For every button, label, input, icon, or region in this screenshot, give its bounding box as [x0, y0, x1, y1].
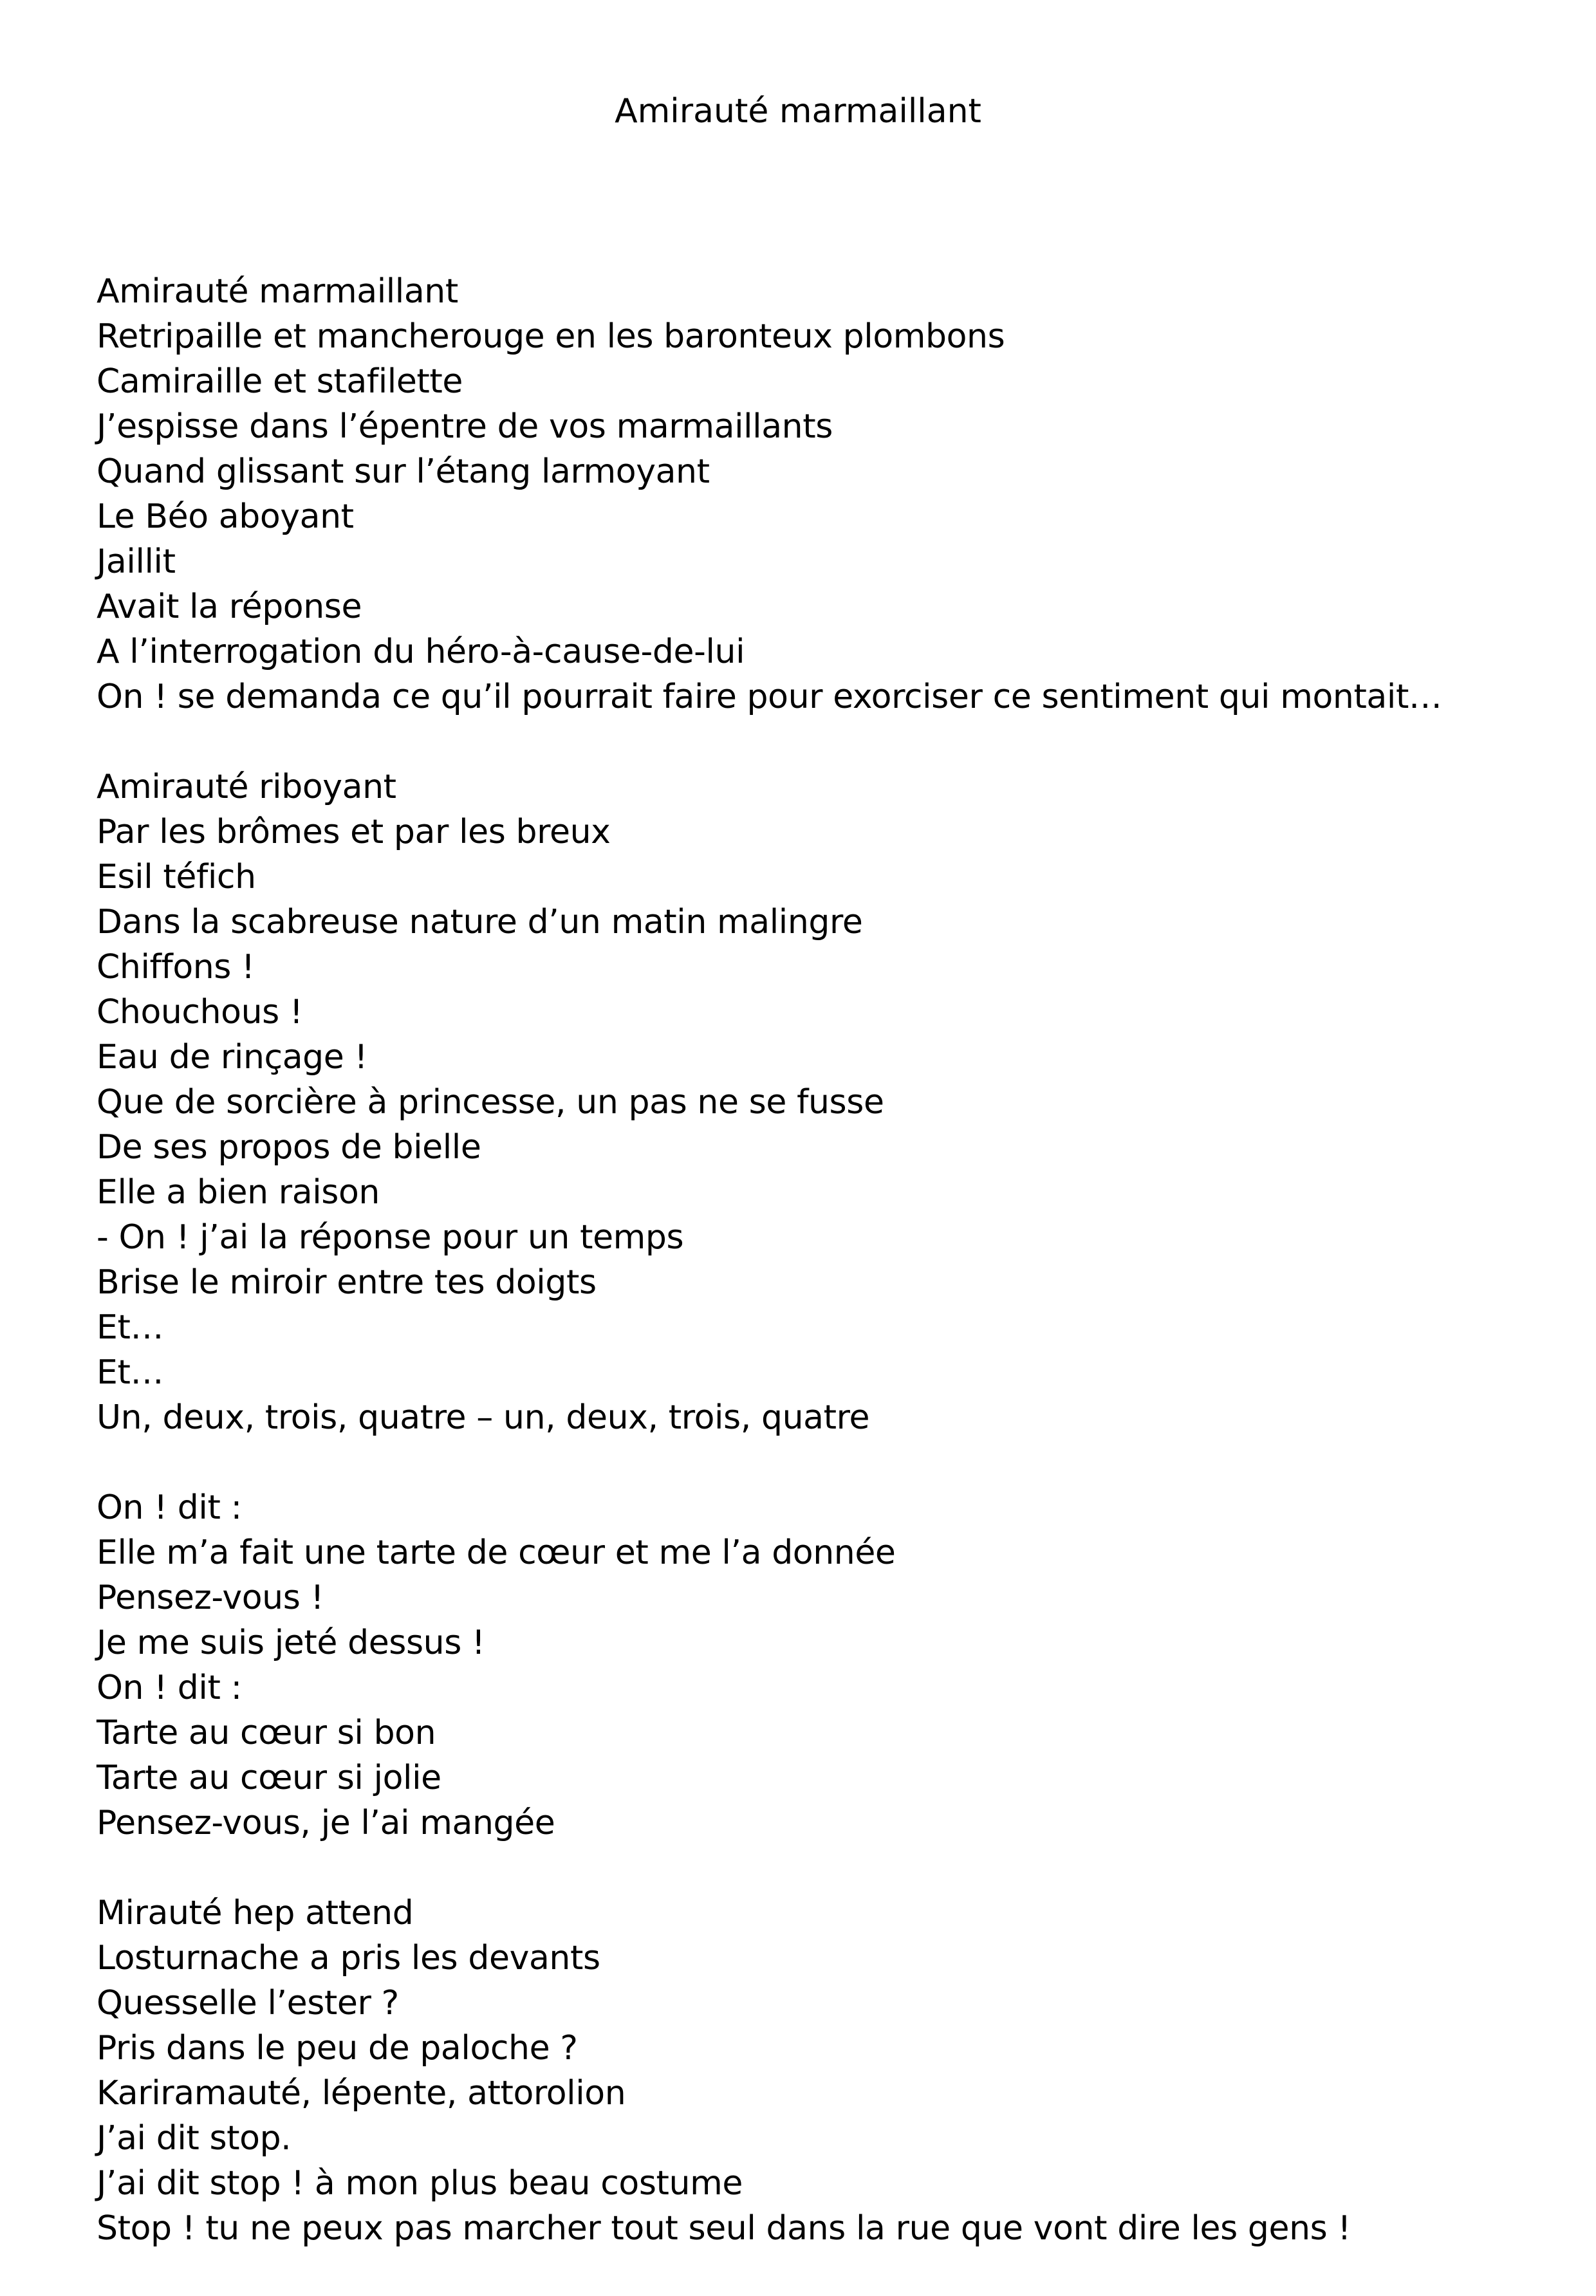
poem-line: Quand glissant sur l’étang larmoyant: [97, 452, 710, 491]
poem-line: J’espisse dans l’épentre de vos marmaillants: [97, 407, 833, 446]
poem-line: Pensez-vous, je l’ai mangée: [97, 1804, 555, 1842]
poem-line: J’ai dit stop.: [97, 2119, 292, 2158]
poem-line: Un, deux, trois, quatre – un, deux, trois, quatre: [97, 1398, 870, 1437]
poem-line: Pensez-vous !: [97, 1578, 324, 1617]
poem-line: Stop ! tu ne peux pas marcher tout seul dans la rue que vont dire les gens !: [97, 2209, 1351, 2248]
poem-line: On ! dit :: [97, 1669, 242, 1707]
poem-line: Avait la réponse: [97, 588, 362, 626]
poem-line: Par les brômes et par les breux: [97, 813, 611, 851]
poem-line: Amirauté riboyant: [97, 768, 396, 806]
poem-line: - On ! j’ai la réponse pour un temps: [97, 1218, 684, 1257]
stanza-3: [97, 1485, 1545, 1846]
poem-line: Amirauté marmaillant: [97, 272, 458, 311]
poem-line: Elle a bien raison: [97, 1173, 380, 1212]
poem-line: Mirauté hep attend: [97, 1894, 414, 1932]
poem-line: Kariramauté, lépente, attorolion: [97, 2074, 626, 2113]
stanza-1: [97, 269, 1545, 719]
poem-line: Je me suis jeté dessus !: [97, 1624, 485, 1662]
poem-line: Brise le miroir entre tes doigts: [97, 1263, 597, 1302]
poem-line: Elle m’a fait une tarte de cœur et me l’a donnée: [97, 1533, 896, 1572]
poem-line: Losturnache a pris les devants: [97, 1939, 600, 1977]
poem-line: J’ai dit stop ! à mon plus beau costume: [97, 2164, 743, 2203]
poem-line: Jaillit: [97, 542, 176, 581]
poem-line: De ses propos de bielle: [97, 1128, 481, 1167]
stanza-2: [97, 764, 1545, 1440]
poem-line: Et…: [97, 1353, 164, 1392]
poem-line: Esil téfich: [97, 858, 256, 896]
poem-line: Le Béo aboyant: [97, 497, 354, 536]
poem-line: On ! se demanda ce qu’il pourrait faire pour exorciser ce sentiment qui montait…: [97, 678, 1442, 716]
document-title: Amirauté marmaillant: [615, 92, 981, 131]
poem-line: On ! dit :: [97, 1488, 242, 1527]
poem-line: Dans la scabreuse nature d’un matin malingre: [97, 903, 863, 941]
poem-line: Et…: [97, 1308, 164, 1347]
poem-line: A l’interrogation du héro-à-cause-de-lui: [97, 633, 745, 671]
poem-line: Retripaille et mancherouge en les baronteux plombons: [97, 317, 1005, 356]
poem-line: Eau de rinçage !: [97, 1038, 367, 1077]
stanza-4: [97, 1891, 1545, 2251]
poem-line: Quesselle l’ester ?: [97, 1984, 399, 2023]
poem-line: Que de sorcière à princesse, un pas ne se fusse: [97, 1083, 884, 1122]
poem-line: Chouchous !: [97, 993, 303, 1032]
poem-body: [97, 269, 1545, 2296]
poem-line: Chiffons !: [97, 948, 255, 986]
poem-line: Tarte au cœur si jolie: [97, 1759, 441, 1797]
poem-line: Pris dans le peu de paloche ?: [97, 2029, 578, 2068]
poem-line: Camiraille et stafilette: [97, 362, 463, 401]
poem-line: Tarte au cœur si bon: [97, 1714, 436, 1752]
